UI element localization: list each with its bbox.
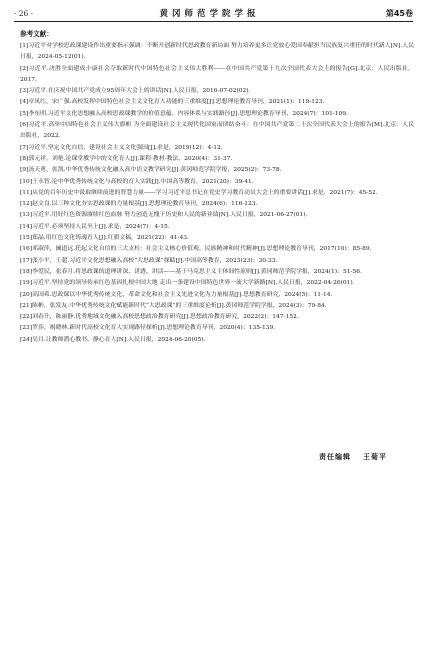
reference-item: [8]郭元祥，刘艳.论课堂教学中的文化育人[J].课程·教材·教法，2020(4)：31-37. xyxy=(20,155,233,162)
reference-item: [22]刘春升，陈丽静.优秀地域文化融入高校思想政治教育研究[J].思想政治教育研究，2022(2)：147-152. xyxy=(20,314,299,321)
reference-item: [10]王永智.论中华优秀传统文化与高校的育人实践[J].中国高等教育，2021(20)：39-41. xyxy=(20,178,254,185)
reference-item: [3]习近平.在庆祝中国共产党成立95周年大会上的讲话[N].人民日报，2016-07-02(02). xyxy=(20,88,251,95)
reference-item: [19]习近平.坚持党的领导传承红色基因扎根中国大地 走出一条建设中国特色世界一流大学新路[N].人民日报，2022-04-26(01). xyxy=(20,280,355,287)
reference-item: [12]赵文良.以三种文化夯实思政课的力量根基[J].思想理论教育导刊，2024(6)：116-123. xyxy=(20,201,258,208)
reference-item: [1]习近平对学校思政课建设作出重要指示强调：不断开创新时代思政教育新局面 努力培养更多让党放心爱国奉献担当民族复兴重任的时代新人[N].人民日报，2024-05-12(01). xyxy=(20,43,414,61)
reference-item: [11]从党的百年历史中汲取继续前进的智慧力量——学习习近平总书记在党史学习教育动员大会上的重要讲话[J].求是，2021(7)：45-52. xyxy=(20,189,378,196)
reference-item: [21]陈彬，张发友.中华优秀传统文化赋能新时代“大思政课”的三重维度论析[J].黄冈师范学院学报，2024(3)：79-84. xyxy=(20,302,327,309)
journal-title: 黄冈师范学院学报 xyxy=(159,9,260,19)
reference-item: [13]习近平.用好红色资源赓续红色血脉 努力创造无愧于历史和人民的新业绩[N].人民日报，2021-06-27(01). xyxy=(20,212,308,219)
page-number: · 26 · xyxy=(14,8,34,18)
reference-item: [14]习近平.必须坚持人民至上[J].求是，2024(7)：4-15. xyxy=(20,223,170,230)
reference-item: [16]邓淑萍，阚道远.托起文化自信的三大支柱：社会主义核心价值观、民族精神和时代精神[J].思想理论教育导刊，2017(10)：85-89. xyxy=(20,246,372,253)
reference-item: [4]章凤红，宋广强.高校发挥中国特色社会主义文化育人功能的三重维度[J].思想理论教育导刊，2021(1)：119-123. xyxy=(20,99,325,106)
reference-item: [17]张小平，王超.习近平文化思想融入高校“大思政课”探赜[J].中国高等教育，2023(23)：30-33. xyxy=(20,257,278,264)
reference-item: [15]郑晶.用红色文化铸魂育人[J].红旗文稿，2021(22)：41-43. xyxy=(20,235,189,242)
reference-item: [7]习近平.坚定文化自信，建设社会主义文化强国[J].求是，2019(12)：4-12. xyxy=(20,144,223,151)
reference-item: [18]李爱民，张春月.将思政课的道理讲深、讲透、讲活——基于马克思主义主体间性原则[J].黄冈师范学院学报，2024(1)：51-56. xyxy=(20,268,362,275)
reference-item: [6]习近平.高举中国特色社会主义伟大旗帜 为全面建设社会主义现代化国家而团结奋斗：在中国共产党第二十次全国代表大会上的报告[M].北京：人民出版社，2022. xyxy=(20,122,414,140)
header-rule xyxy=(14,21,413,22)
references-list xyxy=(20,41,414,346)
reference-item: [2]习近平.决胜全面建成小康社会夺取新时代中国特色社会主义伟大胜利——在中国共产党第十九次全国代表大会上的报告[G].北京：人民出版社，2017. xyxy=(20,65,414,83)
references-heading: 参考文献： xyxy=(20,30,53,38)
reference-item: [5]李东明.习近平文化思想融入高校思政课教学的价值意蕴、内容体系与实践路径[J].思想理论教育导刊，2024(7)：101-109. xyxy=(20,110,348,117)
editor-label: 责任编辑 xyxy=(319,453,351,461)
responsible-editor xyxy=(319,452,387,462)
reference-item: [23]罗莎，揭晓林.新时代高校文化育人实现路径探析[J].思想理论教育导刊，2020(4)：135-139. xyxy=(20,325,276,332)
reference-item: [9]汤天勇，张凯.中华优秀传统文化融入高中语文教学研究[J].黄冈师范学院学报，2025(2)：73-78. xyxy=(20,167,282,174)
reference-item: [24]吴月.让教师潜心教书、静心育人[N].人民日报，2024-06-20(05). xyxy=(20,336,206,343)
editor-name: 王菊平 xyxy=(363,453,387,461)
reference-item: [20]高国希.思政课以中华优秀传统文化、革命文化和社会主义先进文化为力量根基[J].思想教育研究，2024(5)：11-14. xyxy=(20,291,333,298)
page-header xyxy=(14,6,413,20)
volume-number: 第45卷 xyxy=(385,8,413,18)
